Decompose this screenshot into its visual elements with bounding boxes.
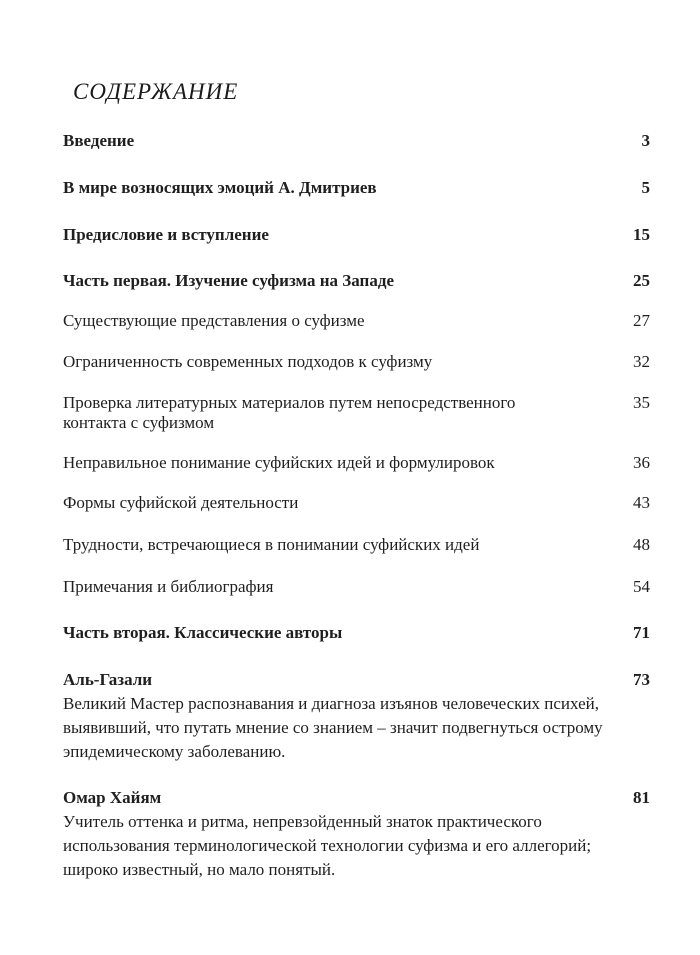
toc-entry-part-two [63,623,650,643]
toc-entry-label: В мире возносящих эмоций А. Дмитриев [63,178,377,197]
toc-entry-label: Неправильное понимание суфийских идей и формулировок [63,453,495,472]
toc-entry-omar-khayyam [63,788,650,882]
toc-entry-page: 27 [633,311,650,330]
toc-entry-label: Предисловие и вступление [63,225,269,244]
toc-entry-forms [63,493,650,513]
toc-entry-label: Трудности, встречающиеся в понимании суфийских идей [63,535,480,554]
toc-entry-verification [63,393,650,433]
toc-entry-page: 48 [633,535,650,554]
toc-entry-label: Формы суфийской деятельности [63,493,299,512]
toc-entry-label: Омар Хайям [63,788,162,807]
toc-entry-label: Ограниченность современных подходов к суфизму [63,352,433,371]
toc-entry-label: Часть вторая. Классические авторы [63,623,343,642]
toc-entry-description: Великий Мастер распознавания и диагноза изъянов человеческих психей, выявивший, что путать мнение со знанием – значит подвегнуться острому эпидемическому заболеванию. [63,694,603,761]
toc-entry-label: Часть первая. Изучение суфизма на Западе [63,271,394,290]
toc-entry-label: Аль-Газали [63,670,153,689]
toc-entry-notes [63,577,650,597]
toc-entry-label: Проверка литературных материалов путем непосредственного контакта с суфизмом [63,393,516,432]
toc-entry-misunderstanding [63,453,650,473]
toc-entry-label: Примечания и библиография [63,577,274,596]
toc-entry-page: 54 [633,577,650,596]
toc-entry-page: 71 [633,623,650,642]
toc-entry-dmitriev [63,178,650,198]
toc-entry-page: 5 [641,178,650,197]
toc-entry-page: 43 [633,493,650,512]
toc-entry-page: 36 [633,453,650,472]
toc-entry-limitations [63,352,650,372]
toc-entry-page: 32 [633,352,650,371]
toc-entry-page: 81 [633,788,650,807]
toc-entry-page: 15 [633,225,650,244]
toc-entry-label: Введение [63,131,135,150]
toc-entry-difficulties [63,535,650,555]
toc-entry-preface [63,225,650,245]
toc-entry-part-one [63,271,650,291]
toc-entry-page: 3 [641,131,650,150]
toc-entry-description: Учитель оттенка и ритма, непревзойденный знаток практического использования терминологической технологии суфизма и его аллегорий; широко известный, но мало понятый. [63,812,592,879]
toc-entry-introduction [63,131,650,151]
toc-title: СОДЕРЖАНИЕ [73,79,239,104]
toc-entry-existing-views [63,311,650,331]
toc-entry-label: Существующие представления о суфизме [63,311,365,330]
toc-entry-page: 35 [633,393,650,412]
toc-entry-page: 25 [633,271,650,290]
toc-entry-page: 73 [633,670,650,689]
toc-entry-al-ghazali [63,670,650,764]
